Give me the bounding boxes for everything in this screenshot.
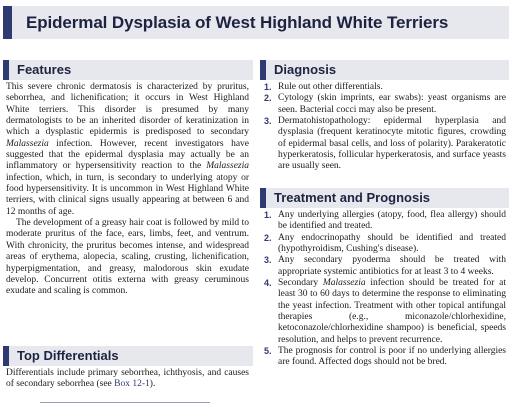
list-item: 2. Any endocrinopathy should be identified and treated (hypothyroidism, Cushing's disease). [264,232,506,255]
top-differentials-heading-bar [3,346,253,366]
features-paragraph-1: This severe chronic dermatosis is characterized by pruritus, seborrhea, and lichenification; it occurs in West Highland White terriers. This disorder is presumed by many dermatologists to be an inherited disorder of keratinization in which a dysplastic epidermis is predisposed to secondary Malassezia infection. However, recent investigators have suggested that the epidermal dysplasia may actually be an inflammatory or hypersensitivity reaction to the Malassezia infection, which, in turn, is secondary to underlying atopy or food hypersensitivity. It is uncommon in West Highland White terriers, with clinical signs usually appearing at between 6 and 12 months of age. [6,82,249,217]
features-heading: Features [17,62,72,77]
diagnosis-list [264,82,506,173]
diagnosis-heading-bar [260,60,509,80]
treatment-heading-bar [260,188,509,208]
page-title: Epidermal Dysplasia of West Highland White Terriers [26,13,449,32]
top-differentials-body [6,368,249,391]
features-paragraph-2: The development of a greasy hair coat is followed by mild to moderate pruritus of the face, ears, limbs, feet, and ventrum. With chronicity, the pruritus becomes intense, and widespread areas of erythema, alopecia, scaling, crusting, lichenification, hyperpigmentation, and greasy, malodorous skin exudate develop. Concurrent otitis externa with greasy ceruminous exudate and scaling is common. [6,218,249,297]
list-item: 4. Secondary Malassezia infection should be treated for at least 30 to 60 days to determine the response to eliminating the yeast infection. Treatment with other topical antifungal therapies (e.g., miconazole/chlorhexidine, ketoconazole/chlorhexidine shampoo) is beneficial, speeds resolution, and helps to prevent recurrence. [264,278,506,345]
list-item: 2. Cytology (skin imprints, ear swabs): yeast organisms are seen. Bacterial cocci may also be present. [264,93,506,115]
treatment-heading: Treatment and Prognosis [274,190,431,205]
list-item: 5. The prognosis for control is poor if no underlying allergies are found. Affected dogs should not be bred. [264,346,506,368]
top-differentials-heading: Top Differentials [17,348,119,363]
features-body [6,82,249,298]
bottom-divider [40,402,210,403]
features-heading-bar [3,60,253,80]
list-item: 3. Dermatohistopathology: epidermal hyperplasia and dysplasia (frequent keratinocyte mitotic figures, crowding of epidermal basal cells, and loss of polarity). Parakeratotic hyperkeratosis, follicular hyperkeratosis, and surface yeasts are usually seen. [264,116,506,172]
box-12-1-link[interactable]: Box 12-1 [114,379,150,390]
list-item: 1. Rule out other differentials. [264,82,383,92]
list-item: 1. Any underlying allergies (atopy, food, flea allergy) should be identified and treated. [264,210,506,232]
list-item: 3. Any secondary pyoderma should be treated with appropriate systemic antibiotics for at least 3 to 4 weeks. [264,255,506,277]
diagnosis-heading: Diagnosis [274,62,337,77]
treatment-list [264,210,506,369]
top-differentials-text: Differentials include primary seborrhea, ichthyosis, and causes of secondary seborrhea (see Box 12-1). [6,368,249,390]
page-title-bar [3,6,509,39]
